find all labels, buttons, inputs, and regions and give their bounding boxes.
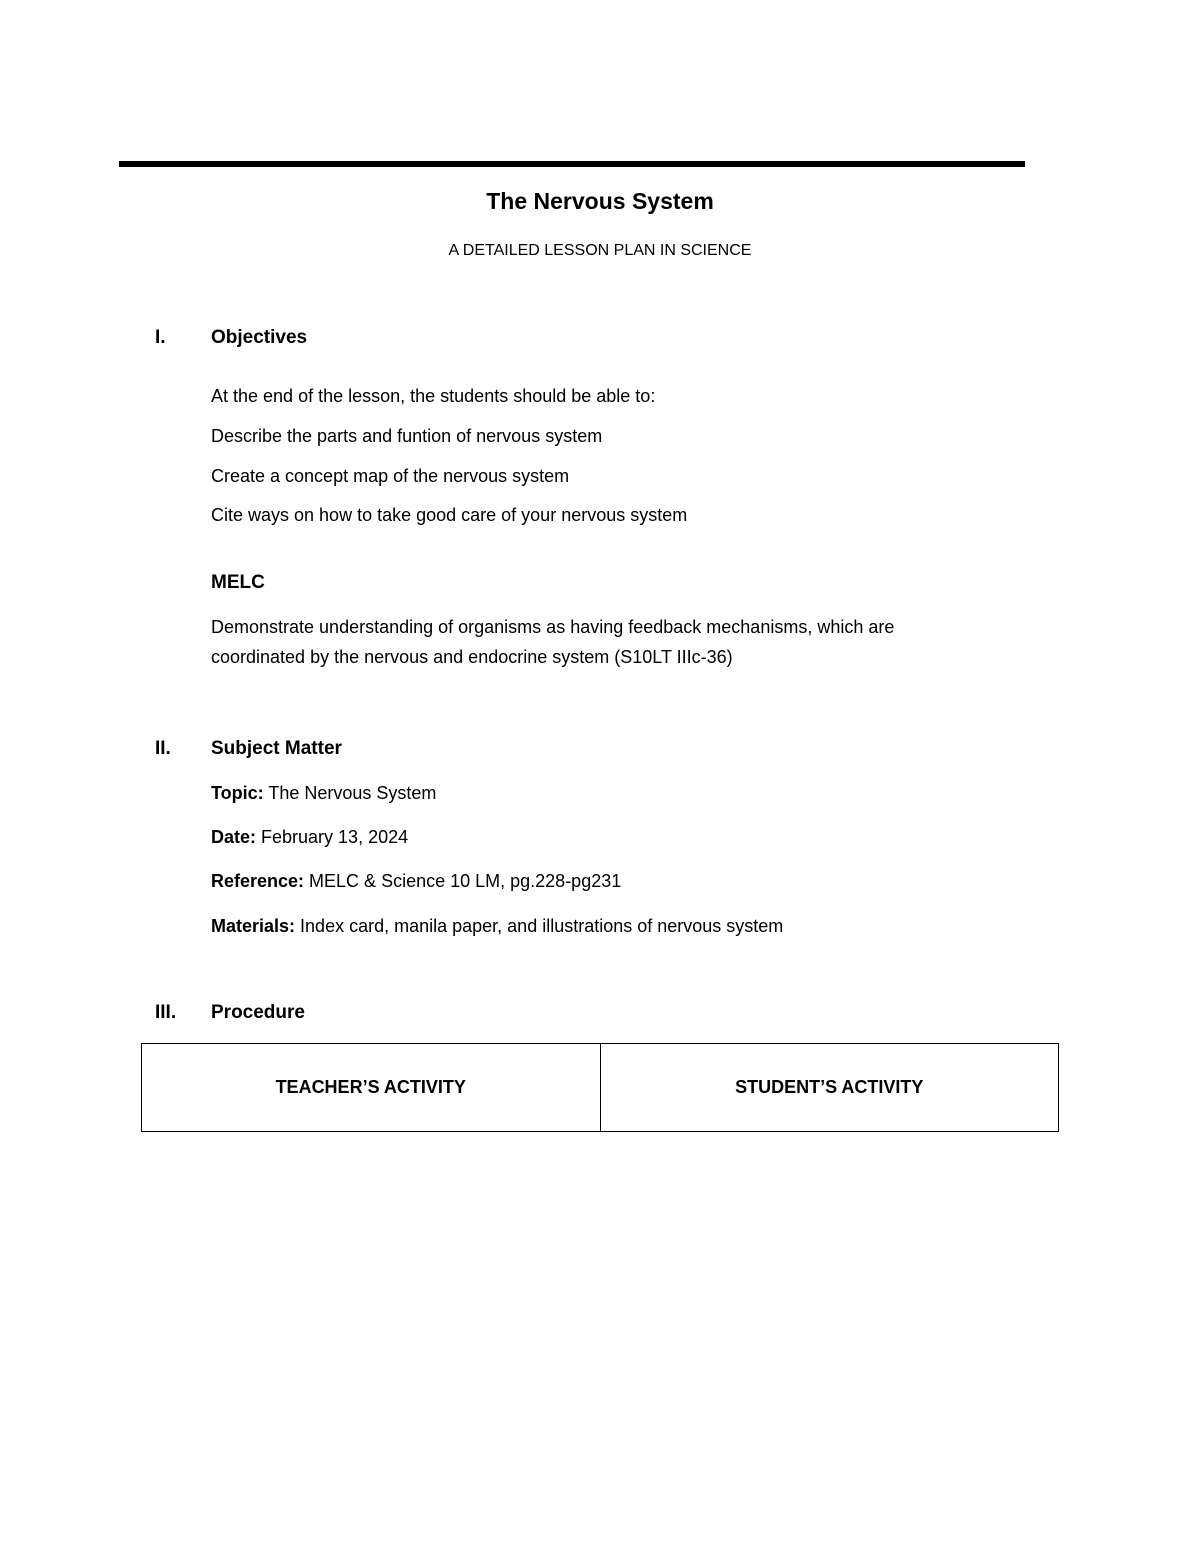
procedure-table: [141, 1043, 1059, 1132]
field-label: Reference:: [211, 871, 305, 891]
document-subtitle: A DETAILED LESSON PLAN IN SCIENCE: [448, 242, 752, 259]
subject-field-topic: [211, 783, 436, 804]
objective-item: Cite ways on how to take good care of your nervous system: [211, 505, 688, 525]
section-number-subject-matter: II.: [155, 738, 171, 759]
field-label: Date:: [211, 827, 257, 847]
field-value: Index card, manila paper, and illustrations of nervous system: [295, 916, 784, 936]
section-heading-subject-matter: Subject Matter: [211, 738, 342, 759]
melc-text-line: Demonstrate understanding of organisms as having feedback mechanisms, which are: [211, 617, 895, 637]
section-heading-objectives: Objectives: [211, 327, 308, 348]
top-horizontal-rule: [119, 161, 1025, 167]
table-header-student-activity: STUDENT’S ACTIVITY: [600, 1044, 1059, 1132]
document-title: The Nervous System: [486, 188, 714, 214]
field-value: The Nervous System: [263, 783, 437, 803]
section-number-objectives: I.: [155, 327, 166, 348]
objectives-intro: At the end of the lesson, the students should be able to:: [211, 386, 656, 406]
table-header-teacher-activity: TEACHER’S ACTIVITY: [142, 1044, 601, 1132]
objective-item: Describe the parts and funtion of nervous system: [211, 426, 603, 446]
field-label: Materials:: [211, 916, 296, 936]
section-heading-procedure: Procedure: [211, 1002, 305, 1023]
field-value: February 13, 2024: [256, 827, 409, 847]
section-number-procedure: III.: [155, 1002, 177, 1023]
objective-item: Create a concept map of the nervous system: [211, 466, 570, 486]
field-label: Topic:: [211, 783, 264, 803]
melc-text-line: coordinated by the nervous and endocrine system (S10LT IIIc-36): [211, 647, 733, 667]
subject-field-materials: [211, 916, 783, 937]
field-value: MELC & Science 10 LM, pg.228-pg231: [304, 871, 622, 891]
melc-heading: MELC: [211, 572, 265, 593]
subject-field-date: [211, 827, 408, 848]
table-header-row: [142, 1044, 1059, 1132]
subject-field-reference: [211, 871, 621, 892]
